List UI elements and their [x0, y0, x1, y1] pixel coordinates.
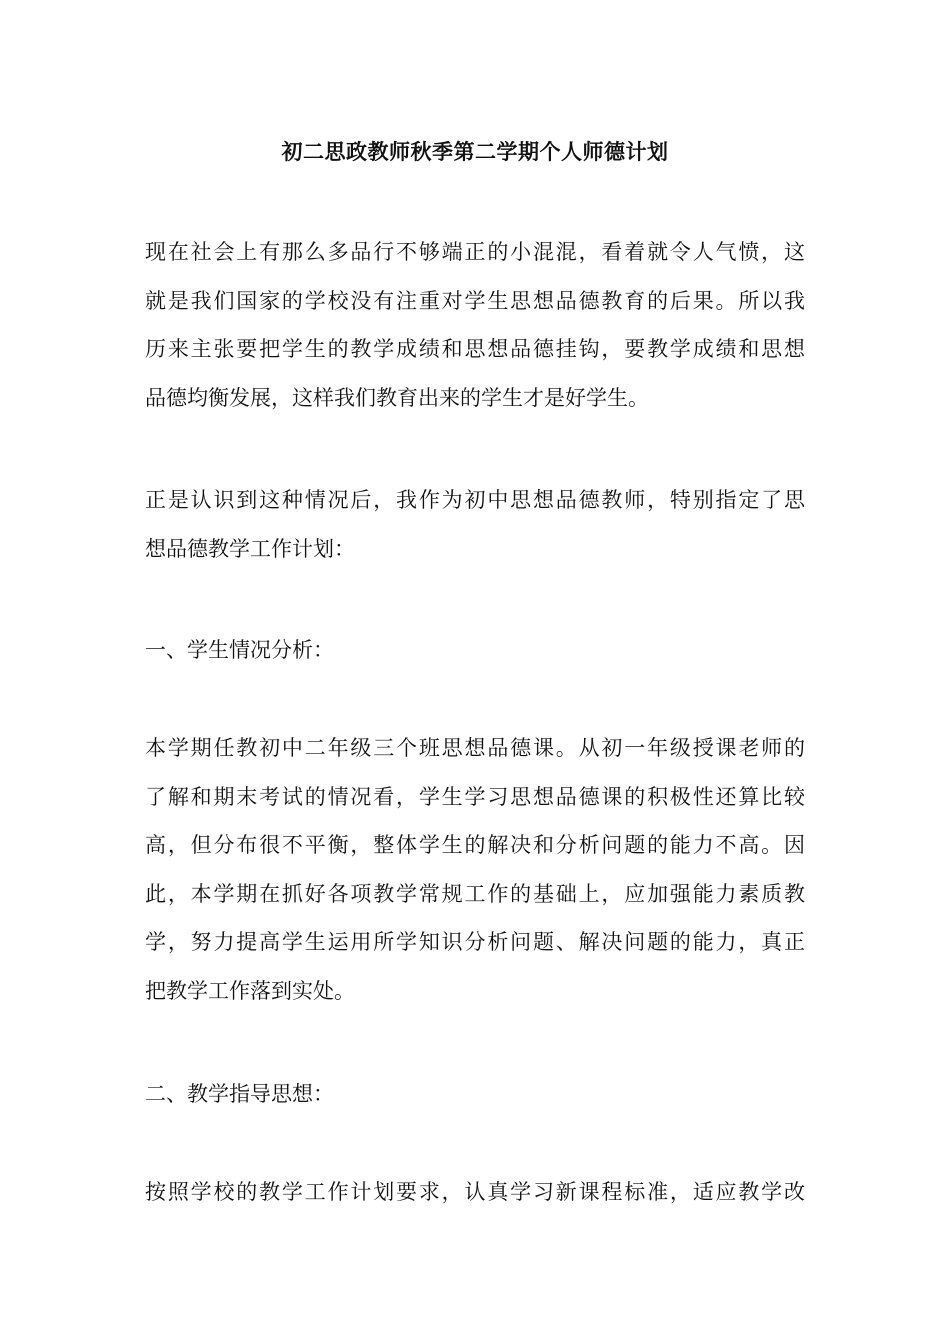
paragraph-intro [145, 228, 805, 422]
section-heading-student-analysis: 一、学生情况分析： [145, 638, 334, 662]
paragraph-line: 了解和期末考试的情况看，学生学习思想品德课的积极性还算比较 [145, 784, 805, 809]
paragraph-line: 把教学工作落到实处。 [145, 978, 355, 1003]
paragraph-line: 就是我们国家的学校没有注重对学生思想品德教育的后果。所以我 [145, 288, 805, 313]
paragraph-line: 正是认识到这种情况后，我作为初中思想品德教师，特别指定了思 [145, 488, 805, 512]
section-heading-teaching-guidance: 二、教学指导思想： [145, 1082, 334, 1106]
paragraph-line: 历来主张要把学生的教学成绩和思想品德挂钩，要教学成绩和思想 [145, 337, 805, 361]
paragraph-line: 现在社会上有那么多品行不够端正的小混混，看着就令人气愤，这 [145, 240, 805, 264]
paragraph-line: 学，努力提高学生运用所学知识分析问题、解决问题的能力，真正 [145, 930, 805, 954]
paragraph-motivation [145, 476, 805, 573]
paragraph-teaching-guidance [145, 1168, 805, 1217]
paragraph-line: 本学期任教初中二年级三个班思想品德课。从初一年级授课老师的 [145, 736, 805, 760]
paragraph-line: 按照学校的教学工作计划要求，认真学习新课程标准，适应教学改 [145, 1180, 805, 1204]
paragraph-line: 此，本学期在抓好各项教学常规工作的基础上，应加强能力素质教 [145, 881, 805, 906]
paragraph-line: 想品德教学工作计划： [145, 536, 355, 561]
paragraph-line: 高，但分布很不平衡，整体学生的解决和分析问题的能力不高。因 [145, 833, 805, 857]
paragraph-line: 品德均衡发展，这样我们教育出来的学生才是好学生。 [145, 385, 649, 410]
paragraph-student-analysis [145, 724, 805, 1015]
document-title: 初二思政教师秋季第二学期个人师德计划 [281, 139, 669, 164]
